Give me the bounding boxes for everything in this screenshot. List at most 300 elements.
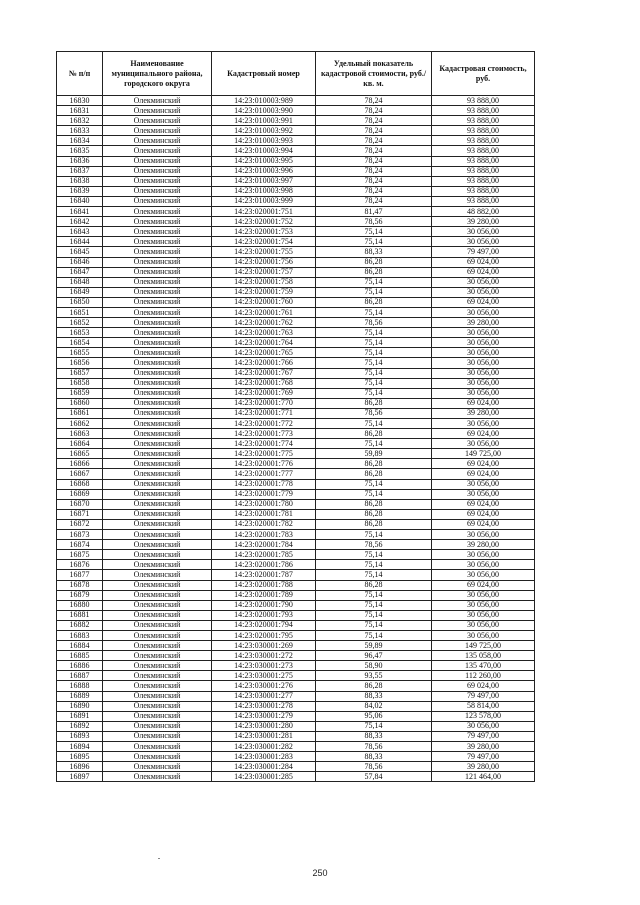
cadastral-value-cell: 30 056,00 [432,328,535,338]
district-name-cell: Олекминский [103,358,212,368]
cadastral-value-cell: 30 056,00 [432,550,535,560]
specific-value-cell: 78,24 [316,96,432,106]
specific-value-cell: 75,14 [316,439,432,449]
cadastral-number-cell: 14:23:030001:285 [212,772,316,782]
row-number-cell: 16872 [57,519,103,529]
row-number-cell: 16890 [57,701,103,711]
table-row [57,630,535,640]
specific-value-cell: 86,28 [316,499,432,509]
specific-value-cell: 78,56 [316,408,432,418]
specific-value-cell: 93,55 [316,671,432,681]
district-name-cell: Олекминский [103,762,212,772]
row-number-cell: 16887 [57,671,103,681]
district-name-cell: Олекминский [103,257,212,267]
district-name-cell: Олекминский [103,287,212,297]
cadastral-value-cell: 93 888,00 [432,196,535,206]
district-name-cell: Олекминский [103,176,212,186]
specific-value-cell: 75,14 [316,560,432,570]
specific-value-cell: 78,24 [316,126,432,136]
specific-value-cell: 75,14 [316,227,432,237]
cadastral-value-cell: 30 056,00 [432,358,535,368]
table-row [57,247,535,257]
district-name-cell: Олекминский [103,398,212,408]
table-row [57,196,535,206]
row-number-cell: 16859 [57,388,103,398]
table-row [57,731,535,741]
district-name-cell: Олекминский [103,429,212,439]
table-row [57,560,535,570]
specific-value-cell: 81,47 [316,207,432,217]
cadastral-value-cell: 149 725,00 [432,641,535,651]
row-number-cell: 16891 [57,711,103,721]
cadastral-number-cell: 14:23:020001:772 [212,419,316,429]
specific-value-cell: 78,56 [316,742,432,752]
cadastral-value-cell: 30 056,00 [432,610,535,620]
district-name-cell: Олекминский [103,530,212,540]
row-number-cell: 16862 [57,419,103,429]
cadastral-number-cell: 14:23:010003:998 [212,186,316,196]
cadastral-value-cell: 135 058,00 [432,651,535,661]
row-number-cell: 16830 [57,96,103,106]
cadastral-value-cell: 39 280,00 [432,217,535,227]
cadastral-number-cell: 14:23:020001:766 [212,358,316,368]
cadastral-number-cell: 14:23:020001:777 [212,469,316,479]
district-name-cell: Олекминский [103,267,212,277]
district-name-cell: Олекминский [103,368,212,378]
cadastral-value-cell: 79 497,00 [432,752,535,762]
table-row [57,116,535,126]
cadastral-value-cell: 39 280,00 [432,762,535,772]
cadastral-number-cell: 14:23:020001:751 [212,207,316,217]
cadastral-number-cell: 14:23:030001:272 [212,651,316,661]
cadastral-number-cell: 14:23:020001:787 [212,570,316,580]
specific-value-cell: 75,14 [316,590,432,600]
cadastral-value-cell: 69 024,00 [432,459,535,469]
district-name-cell: Олекминский [103,348,212,358]
cadastral-number-cell: 14:23:020001:767 [212,368,316,378]
cadastral-value-cell: 123 578,00 [432,711,535,721]
specific-value-cell: 86,28 [316,257,432,267]
district-name-cell: Олекминский [103,570,212,580]
district-name-cell: Олекминский [103,277,212,287]
specific-value-cell: 78,56 [316,318,432,328]
cadastral-value-cell: 30 056,00 [432,530,535,540]
district-name-cell: Олекминский [103,661,212,671]
table-row [57,499,535,509]
row-number-cell: 16853 [57,328,103,338]
table-row [57,328,535,338]
row-number-cell: 16851 [57,307,103,317]
table-row [57,540,535,550]
specific-value-cell: 78,24 [316,106,432,116]
header-number: № п/п [57,52,103,96]
district-name-cell: Олекминский [103,318,212,328]
district-name-cell: Олекминский [103,419,212,429]
cadastral-number-cell: 14:23:030001:277 [212,691,316,701]
row-number-cell: 16881 [57,610,103,620]
table-row [57,610,535,620]
specific-value-cell: 59,89 [316,641,432,651]
cadastral-number-cell: 14:23:020001:752 [212,217,316,227]
table-row [57,166,535,176]
district-name-cell: Олекминский [103,307,212,317]
table-row [57,661,535,671]
district-name-cell: Олекминский [103,499,212,509]
specific-value-cell: 75,14 [316,630,432,640]
row-number-cell: 16888 [57,681,103,691]
row-number-cell: 16896 [57,762,103,772]
row-number-cell: 16864 [57,439,103,449]
cadastral-number-cell: 14:23:020001:760 [212,297,316,307]
cadastral-number-cell: 14:23:020001:763 [212,328,316,338]
district-name-cell: Олекминский [103,701,212,711]
district-name-cell: Олекминский [103,207,212,217]
specific-value-cell: 75,14 [316,610,432,620]
cadastral-number-cell: 14:23:020001:757 [212,267,316,277]
table-row [57,277,535,287]
specific-value-cell: 78,56 [316,540,432,550]
cadastral-value-cell: 30 056,00 [432,630,535,640]
specific-value-cell: 78,24 [316,156,432,166]
district-name-cell: Олекминский [103,156,212,166]
row-number-cell: 16837 [57,166,103,176]
table-body [57,96,535,782]
cadastral-value-cell: 69 024,00 [432,519,535,529]
cadastral-number-cell: 14:23:020001:790 [212,600,316,610]
district-name-cell: Олекминский [103,297,212,307]
table-row [57,762,535,772]
table-row [57,257,535,267]
table-row [57,368,535,378]
cadastral-value-cell: 93 888,00 [432,146,535,156]
table-row [57,681,535,691]
district-name-cell: Олекминский [103,449,212,459]
cadastral-value-cell: 30 056,00 [432,307,535,317]
specific-value-cell: 86,28 [316,509,432,519]
cadastral-value-cell: 79 497,00 [432,691,535,701]
cadastral-number-cell: 14:23:020001:771 [212,408,316,418]
district-name-cell: Олекминский [103,328,212,338]
cadastral-number-cell: 14:23:020001:789 [212,590,316,600]
specific-value-cell: 86,28 [316,267,432,277]
specific-value-cell: 86,28 [316,429,432,439]
district-name-cell: Олекминский [103,651,212,661]
cadastral-value-cell: 69 024,00 [432,499,535,509]
cadastral-number-cell: 14:23:020001:759 [212,287,316,297]
table-row [57,570,535,580]
district-name-cell: Олекминский [103,580,212,590]
district-name-cell: Олекминский [103,721,212,731]
cadastral-number-cell: 14:23:020001:770 [212,398,316,408]
header-cadastral-number: Кадастровый номер [212,52,316,96]
district-name-cell: Олекминский [103,691,212,701]
cadastral-number-cell: 14:23:020001:786 [212,560,316,570]
cadastral-value-cell: 93 888,00 [432,96,535,106]
row-number-cell: 16876 [57,560,103,570]
table-row [57,550,535,560]
specific-value-cell: 86,28 [316,469,432,479]
specific-value-cell: 78,56 [316,217,432,227]
cadastral-number-cell: 14:23:010003:994 [212,146,316,156]
cadastral-value-cell: 79 497,00 [432,731,535,741]
table-row [57,479,535,489]
specific-value-cell: 75,14 [316,368,432,378]
district-name-cell: Олекминский [103,772,212,782]
cadastral-number-cell: 14:23:010003:992 [212,126,316,136]
table-row [57,408,535,418]
table-header [57,52,535,96]
table-row [57,772,535,782]
specific-value-cell: 88,33 [316,247,432,257]
cadastral-number-cell: 14:23:010003:996 [212,166,316,176]
district-name-cell: Олекминский [103,227,212,237]
cadastral-number-cell: 14:23:010003:997 [212,176,316,186]
table-row [57,701,535,711]
specific-value-cell: 75,14 [316,358,432,368]
table-row [57,721,535,731]
cadastral-value-cell: 93 888,00 [432,166,535,176]
cadastral-number-cell: 14:23:020001:768 [212,378,316,388]
district-name-cell: Олекминский [103,388,212,398]
row-number-cell: 16880 [57,600,103,610]
cadastral-value-cell: 69 024,00 [432,398,535,408]
row-number-cell: 16895 [57,752,103,762]
district-name-cell: Олекминский [103,560,212,570]
cadastral-value-cell: 93 888,00 [432,176,535,186]
specific-value-cell: 84,02 [316,701,432,711]
cadastral-number-cell: 14:23:020001:794 [212,620,316,630]
cadastral-number-cell: 14:23:020001:781 [212,509,316,519]
row-number-cell: 16884 [57,641,103,651]
row-number-cell: 16883 [57,630,103,640]
table-row [57,439,535,449]
row-number-cell: 16878 [57,580,103,590]
row-number-cell: 16846 [57,257,103,267]
row-number-cell: 16874 [57,540,103,550]
table-row [57,489,535,499]
row-number-cell: 16894 [57,742,103,752]
row-number-cell: 16889 [57,691,103,701]
specific-value-cell: 86,28 [316,459,432,469]
cadastral-number-cell: 14:23:030001:283 [212,752,316,762]
row-number-cell: 16857 [57,368,103,378]
cadastral-number-cell: 14:23:030001:278 [212,701,316,711]
table-row [57,146,535,156]
cadastral-value-cell: 93 888,00 [432,106,535,116]
cadastral-number-cell: 14:23:020001:782 [212,519,316,529]
row-number-cell: 16860 [57,398,103,408]
cadastral-value-cell: 69 024,00 [432,509,535,519]
cadastral-value-cell: 30 056,00 [432,237,535,247]
cadastral-value-cell: 30 056,00 [432,570,535,580]
cadastral-number-cell: 14:23:020001:761 [212,307,316,317]
cadastral-number-cell: 14:23:030001:279 [212,711,316,721]
cadastral-number-cell: 14:23:020001:754 [212,237,316,247]
specific-value-cell: 88,33 [316,691,432,701]
row-number-cell: 16882 [57,620,103,630]
row-number-cell: 16893 [57,731,103,741]
row-number-cell: 16868 [57,479,103,489]
cadastral-value-cell: 39 280,00 [432,742,535,752]
specific-value-cell: 78,24 [316,136,432,146]
district-name-cell: Олекминский [103,711,212,721]
row-number-cell: 16847 [57,267,103,277]
cadastral-number-cell: 14:23:020001:769 [212,388,316,398]
table-row [57,106,535,116]
district-name-cell: Олекминский [103,479,212,489]
cadastral-value-cell: 30 056,00 [432,227,535,237]
specific-value-cell: 78,24 [316,196,432,206]
table-row [57,641,535,651]
specific-value-cell: 78,24 [316,186,432,196]
table-row [57,580,535,590]
district-name-cell: Олекминский [103,731,212,741]
specific-value-cell: 88,33 [316,731,432,741]
district-name-cell: Олекминский [103,641,212,651]
district-name-cell: Олекминский [103,509,212,519]
specific-value-cell: 86,28 [316,398,432,408]
table-row [57,449,535,459]
table-row [57,519,535,529]
table-row [57,176,535,186]
row-number-cell: 16886 [57,661,103,671]
cadastral-value-cell: 30 056,00 [432,620,535,630]
specific-value-cell: 88,33 [316,752,432,762]
cadastral-number-cell: 14:23:030001:282 [212,742,316,752]
cadastral-value-cell: 30 056,00 [432,368,535,378]
district-name-cell: Олекминский [103,126,212,136]
row-number-cell: 16861 [57,408,103,418]
specific-value-cell: 75,14 [316,721,432,731]
row-number-cell: 16885 [57,651,103,661]
row-number-cell: 16865 [57,449,103,459]
cadastral-value-cell: 30 056,00 [432,560,535,570]
table-row [57,136,535,146]
row-number-cell: 16866 [57,459,103,469]
specific-value-cell: 95,06 [316,711,432,721]
specific-value-cell: 75,14 [316,328,432,338]
specific-value-cell: 86,28 [316,580,432,590]
row-number-cell: 16863 [57,429,103,439]
district-name-cell: Олекминский [103,196,212,206]
table-row [57,227,535,237]
cadastral-value-cell: 93 888,00 [432,186,535,196]
cadastral-number-cell: 14:23:030001:281 [212,731,316,741]
specific-value-cell: 78,56 [316,762,432,772]
cadastral-number-cell: 14:23:020001:795 [212,630,316,640]
row-number-cell: 16836 [57,156,103,166]
district-name-cell: Олекминский [103,237,212,247]
district-name-cell: Олекминский [103,166,212,176]
table-row [57,590,535,600]
district-name-cell: Олекминский [103,610,212,620]
cadastral-value-cell: 30 056,00 [432,479,535,489]
page-number: 250 [312,868,328,878]
cadastral-value-cell: 69 024,00 [432,580,535,590]
row-number-cell: 16845 [57,247,103,257]
cadastral-number-cell: 14:23:020001:765 [212,348,316,358]
district-name-cell: Олекминский [103,752,212,762]
table-row [57,378,535,388]
cadastral-number-cell: 14:23:020001:785 [212,550,316,560]
header-district-name: Наименование муниципального района, городского округа [103,52,212,96]
cadastral-value-cell: 39 280,00 [432,540,535,550]
specific-value-cell: 86,28 [316,519,432,529]
specific-value-cell: 75,14 [316,479,432,489]
header-cadastral-value: Кадастровая стоимость, руб. [432,52,535,96]
cadastral-number-cell: 14:23:020001:788 [212,580,316,590]
district-name-cell: Олекминский [103,540,212,550]
cadastral-value-cell: 93 888,00 [432,156,535,166]
cadastral-value-cell: 69 024,00 [432,297,535,307]
row-number-cell: 16867 [57,469,103,479]
cadastral-value-cell: 79 497,00 [432,247,535,257]
cadastral-value-cell: 30 056,00 [432,489,535,499]
cadastral-number-cell: 14:23:020001:773 [212,429,316,439]
specific-value-cell: 75,14 [316,600,432,610]
row-number-cell: 16842 [57,217,103,227]
specific-value-cell: 59,89 [316,449,432,459]
row-number-cell: 16849 [57,287,103,297]
cadastral-value-cell: 30 056,00 [432,590,535,600]
specific-value-cell: 75,14 [316,307,432,317]
district-name-cell: Олекминский [103,378,212,388]
table-row [57,620,535,630]
district-name-cell: Олекминский [103,459,212,469]
table-row [57,267,535,277]
district-name-cell: Олекминский [103,681,212,691]
table-row [57,711,535,721]
table-row [57,237,535,247]
table-row [57,752,535,762]
district-name-cell: Олекминский [103,600,212,610]
row-number-cell: 16848 [57,277,103,287]
district-name-cell: Олекминский [103,519,212,529]
table-row [57,207,535,217]
table-row [57,469,535,479]
row-number-cell: 16856 [57,358,103,368]
row-number-cell: 16873 [57,530,103,540]
district-name-cell: Олекминский [103,96,212,106]
cadastral-value-cell: 69 024,00 [432,469,535,479]
row-number-cell: 16854 [57,338,103,348]
cadastral-number-cell: 14:23:020001:778 [212,479,316,489]
specific-value-cell: 57,84 [316,772,432,782]
table-row [57,96,535,106]
cadastral-number-cell: 14:23:030001:284 [212,762,316,772]
specific-value-cell: 58,90 [316,661,432,671]
table-row [57,297,535,307]
cadastral-value-cell: 30 056,00 [432,419,535,429]
row-number-cell: 16855 [57,348,103,358]
header-specific-value: Удельный показатель кадастровой стоимости, руб./кв. м. [316,52,432,96]
district-name-cell: Олекминский [103,116,212,126]
specific-value-cell: 78,24 [316,166,432,176]
cadastral-value-cell: 39 280,00 [432,318,535,328]
specific-value-cell: 96,47 [316,651,432,661]
specific-value-cell: 75,14 [316,530,432,540]
district-name-cell: Олекминский [103,489,212,499]
specific-value-cell: 75,14 [316,287,432,297]
table-row [57,318,535,328]
cadastral-value-cell: 58 814,00 [432,701,535,711]
cadastral-value-cell: 93 888,00 [432,116,535,126]
cadastral-value-cell: 93 888,00 [432,126,535,136]
row-number-cell: 16897 [57,772,103,782]
row-number-cell: 16844 [57,237,103,247]
row-number-cell: 16858 [57,378,103,388]
cadastral-number-cell: 14:23:020001:780 [212,499,316,509]
